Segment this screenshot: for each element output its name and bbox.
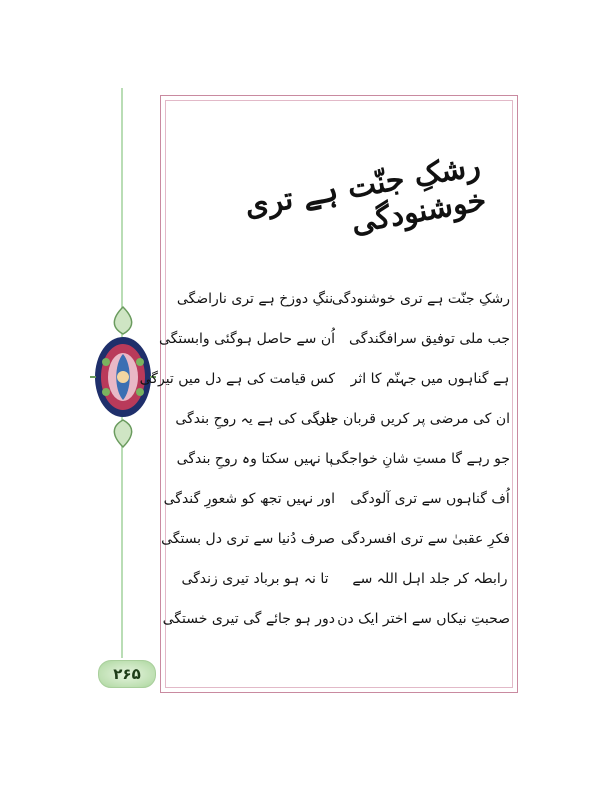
misra-first: ہے گناہوں میں جہنّم کا اثر <box>350 371 510 387</box>
misra-second: تا نہ ہو برباد تیری زندگی <box>181 571 329 587</box>
couplet <box>163 484 510 514</box>
couplet <box>139 364 510 394</box>
poem-title: رشکِ جنّت ہے تری خوشنودگی <box>242 148 489 241</box>
misra-first: صحبتِ نیکاں سے اختر ایک دن <box>337 611 510 627</box>
misra-second: اور نہیں تجھ کو شعورِ گندگی <box>163 491 335 507</box>
misra-first: فکرِ عقبیٰ سے تری افسردگی <box>340 531 510 547</box>
couplet <box>161 524 510 554</box>
misra-second: اُن سے حاصل ہوگئی وابستگی <box>159 331 335 347</box>
misra-second: ننگِ دوزخ ہے تری ناراضگی <box>176 291 334 307</box>
misra-second: بندگی کی ہے یہ روحِ بندگی <box>175 411 335 427</box>
couplet <box>175 564 510 594</box>
couplet <box>175 404 510 434</box>
misra-first: ان کی مرضی پر کریں قربان جاں <box>315 411 510 427</box>
couplet <box>162 604 510 634</box>
couplet <box>175 284 510 314</box>
page-number: ۲۶۵ <box>98 660 156 688</box>
misra-second: پا نہیں سکتا وہ روحِ بندگی <box>176 451 334 467</box>
misra-second: دور ہو جائے گی تیری خستگی <box>162 611 335 627</box>
couplet <box>159 324 510 354</box>
misra-first: اُف گناہوں سے تری آلودگی <box>350 491 510 507</box>
misra-first: رشکِ جنّت ہے تری خوشنودگی <box>331 291 510 307</box>
couplet <box>175 444 510 474</box>
misra-second: کس قیامت کی ہے دل میں تیرگی <box>139 371 335 387</box>
misra-first: جب ملی توفیق سرافگندگی <box>349 331 510 347</box>
misra-second: صرف دُنیا سے تری دل بستگی <box>161 531 335 547</box>
misra-first: رابطہ کر جلد اہل اللہ سے <box>352 571 508 587</box>
misra-first: جو رہے گا مستِ شانِ خواجگی <box>329 451 510 467</box>
